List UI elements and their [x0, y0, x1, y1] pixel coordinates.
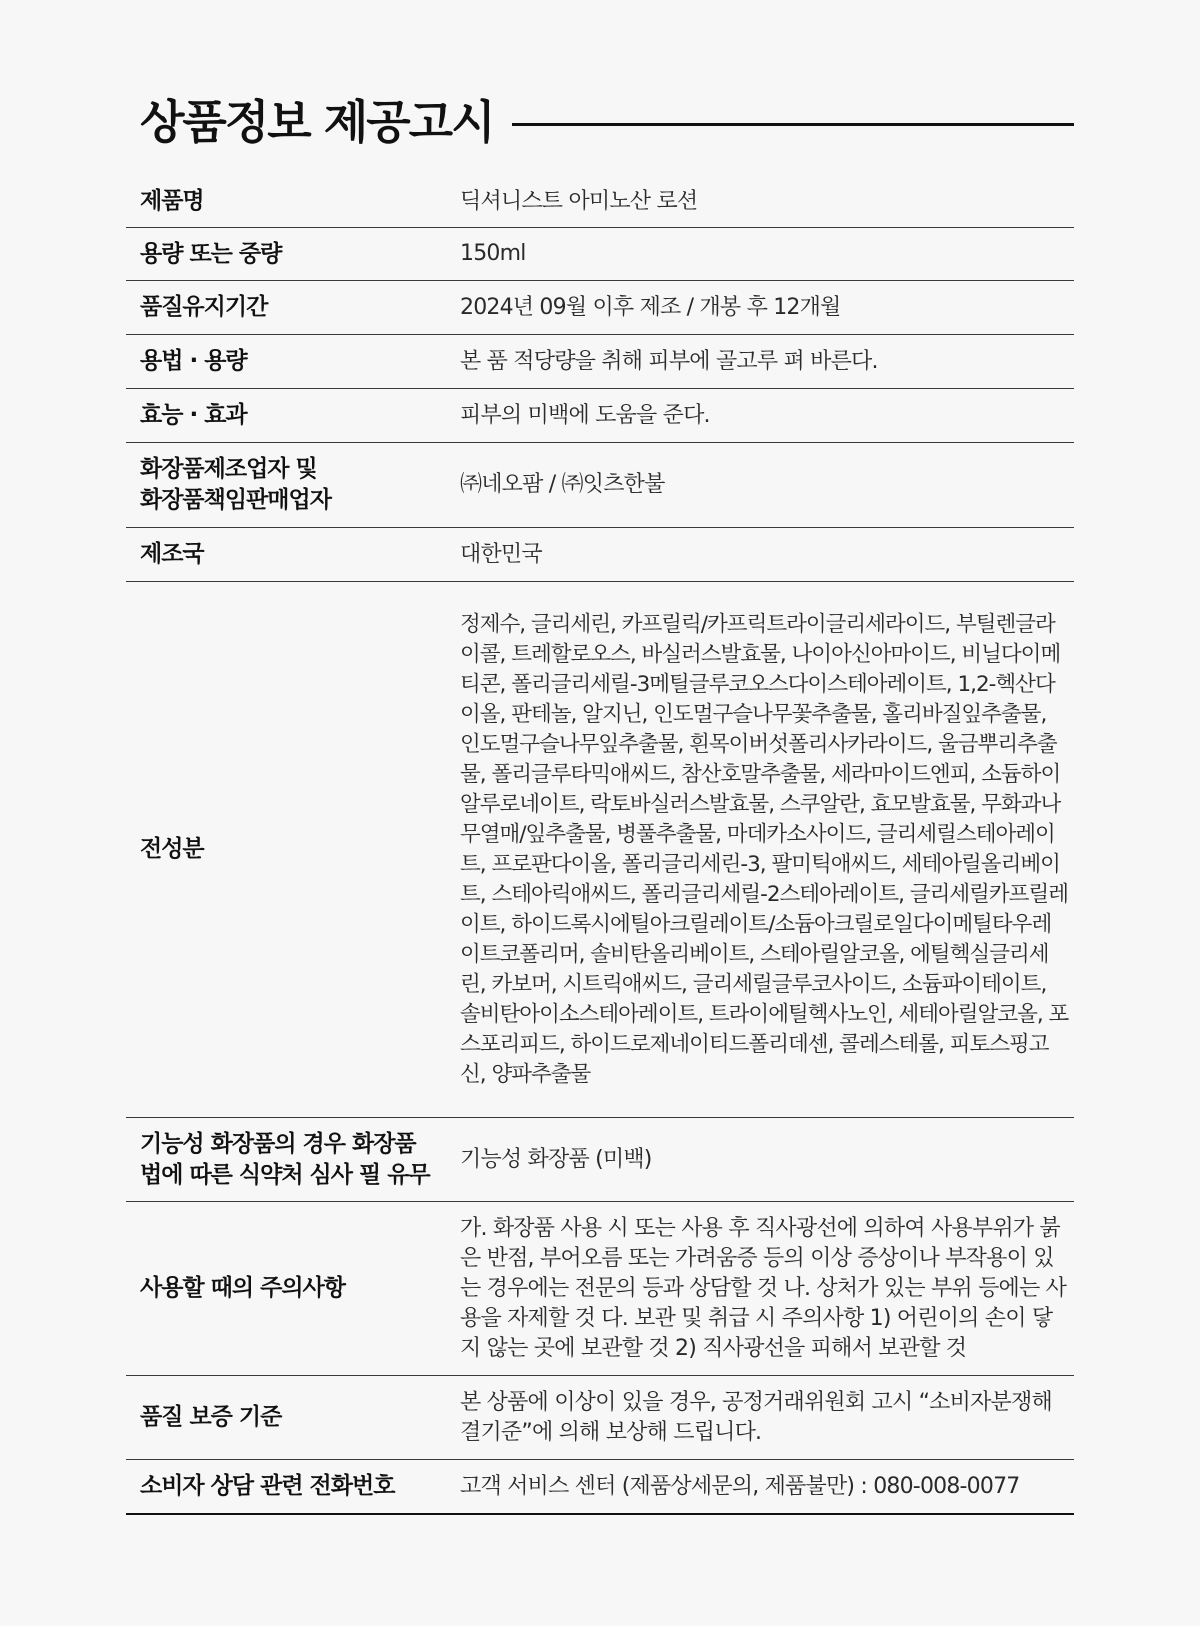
row-label-shelf-life: 품질유지기간 [140, 294, 268, 320]
row-label-efficacy: 효능 · 효과 [140, 402, 247, 428]
page-title: 상품정보 제공고시 [140, 95, 494, 149]
table-row [126, 389, 1074, 443]
table-row [126, 281, 1074, 335]
row-value-quality-standard: 본 상품에 이상이 있을 경우, 공정거래위원회 고시 “소비자분쟁해결기준”에 의해 보상해 드립니다. [460, 1389, 1052, 1445]
row-value-country: 대한민국 [460, 541, 542, 567]
row-value-product-name: 딕셔니스트 아미노산 로션 [460, 188, 698, 214]
table-row [126, 335, 1074, 389]
table-row [126, 528, 1074, 582]
row-value-precautions: 가. 화장품 사용 시 또는 사용 후 직사광선에 의하여 사용부위가 붉은 반점, 부어오름 또는 가려움증 등의 이상 증상이나 부작용이 있는 경우에는 전문의 등과 상담할 것 나. 상처가 있는 부위 등에는 사용을 자제할 것 다. 보관 및 취급 시 주의사항 1) 어린이의 손이 닿지 않는 곳에 보관할 것 2) 직사광선을 피해서 보관할 것 [460, 1215, 1067, 1361]
row-value-shelf-life: 2024년 09월 이후 제조 / 개봉 후 12개월 [460, 294, 841, 320]
row-label-functional: 기능성 화장품의 경우 화장품 법에 따른 식약처 심사 필 유무 [140, 1130, 430, 1188]
row-value-efficacy: 피부의 미백에 도움을 준다. [460, 402, 710, 428]
table-row [126, 582, 1074, 1118]
table-row [126, 443, 1074, 528]
info-table [126, 176, 1074, 1515]
section-header [140, 92, 1074, 152]
table-row [126, 1118, 1074, 1202]
row-label-ingredients: 전성분 [140, 836, 204, 862]
row-label-precautions: 사용할 때의 주의사항 [140, 1275, 345, 1301]
row-value-functional: 기능성 화장품 (미백) [460, 1146, 652, 1172]
row-value-volume: 150ml [460, 241, 526, 266]
title-divider [512, 123, 1074, 126]
row-value-manufacturer: ㈜네오팜 / ㈜잇츠한불 [460, 472, 665, 497]
table-row [126, 228, 1074, 281]
table-row [126, 176, 1074, 228]
table-row [126, 1376, 1074, 1460]
row-label-product-name: 제품명 [140, 188, 204, 214]
row-value-usage: 본 품 적당량을 취해 피부에 골고루 펴 바른다. [460, 348, 878, 374]
row-value-contact: 고객 서비스 센터 (제품상세문의, 제품불만) : 080-008-0077 [460, 1473, 1020, 1499]
row-label-manufacturer: 화장품제조업자 및 화장품책임판매업자 [140, 456, 331, 513]
row-label-quality-standard: 품질 보증 기준 [140, 1404, 282, 1430]
row-label-contact: 소비자 상담 관련 전화번호 [140, 1473, 395, 1499]
row-label-usage: 용법 · 용량 [140, 348, 247, 374]
row-value-ingredients: 정제수, 글리세린, 카프릴릭/카프릭트라이글리세라이드, 부틸렌글라이콜, 트레할로오스, 바실러스발효물, 나이아신아마이드, 비닐다이메티콘, 폴리글리세릴-3메틸글루코오스다이스테아레이트, 1,2-헥산다이올, 판테놀, 알지닌, 인도멀구슬나무꽃추출물, 홀리바질잎추출물, 인도멀구슬나무잎추출물, 흰목이버섯폴리사카라이드, 울금뿌리추출물, 폴리글루타믹애씨드, 참산호말추출물, 세라마이드엔피, 소듐하이알루로네이트, 락토바실러스발효물, 스쿠알란, 효모발효물, 무화과나무열매/잎추출물, 병풀추출물, 마데카소사이드, 글리세릴스테아레이트, 프로판다이올, 폴리글리세린-3, 팔미틱애씨드, 세테아릴올리베이트, 스테아릭애씨드, 폴리글리세릴-2스테아레이트, 글리세릴카프릴레이트, 하이드록시에틸아크릴레이트/소듐아크릴로일다이메틸타우레이트코폴리머, 솔비탄올리베이트, 스테아릴알코올, 에틸헥실글리세린, 카보머, 시트릭애씨드, 글리세릴글루코사이드, 소듐파이테이트, 솔비탄아이소스테아레이트, 트라이에틸헥사노인, 세테아릴알코올, 포스포리피드, 하이드로제네이티드폴리데센, 콜레스테롤, 피토스핑고신, 양파추출물 [460, 611, 1069, 1087]
table-row [126, 1202, 1074, 1376]
row-label-country: 제조국 [140, 541, 204, 567]
row-label-volume: 용량 또는 중량 [140, 240, 282, 267]
table-row [126, 1460, 1074, 1515]
